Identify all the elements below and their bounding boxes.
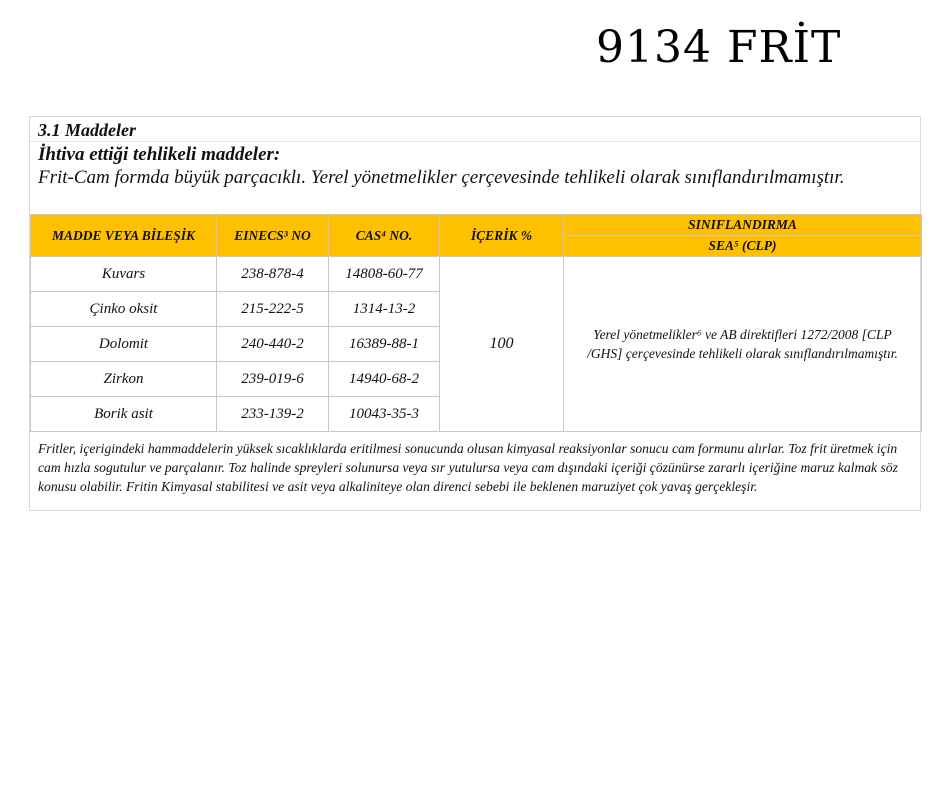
section-subheading: İhtiva ettiği tehlikeli maddeler: [38,144,281,165]
einecs-number: 233-139-2 [217,397,329,432]
header-content: İÇERİK % [440,215,564,257]
substance-name: Dolomit [31,327,217,362]
cas-number: 14940-68-2 [329,362,440,397]
table-row [31,257,922,292]
einecs-number: 240-440-2 [217,327,329,362]
substances-section [29,116,921,511]
header-einecs: EINECS³ NO [217,215,329,257]
substance-name: Kuvars [31,257,217,292]
content-percent: 100 [440,257,564,432]
section-heading: 3.1 Maddeler [38,120,136,140]
substance-name: Borik asit [31,397,217,432]
header-classification-sub: SEA⁵ (CLP) [564,236,922,257]
header-cas: CAS⁴ NO. [329,215,440,257]
table-footnote: Fritler, içerigindeki hammaddelerin yüksek sıcaklıklarda eritilmesi sonucunda olusan kimyasal reaksiyonlar sonucu cam formunu alırlar. Toz frit üretmek için cam hızla sogutulur ve parçalanır. Toz halinde spreyleri solunursa veya sır yutulursa veya cam dışındaki içeriği çözünürse zararlı içeriğine maruz kalmak söz konusu olabilir. Fritin Kimyasal stabilitesi ve asit veya alkaliniteye olan direnci sebebi ile beklenen maruziyet çok yavaş gerçekleşir. [38,441,898,494]
cas-number: 16389-88-1 [329,327,440,362]
divider [30,141,920,142]
classification-text: Yerel yönetmelikler⁶ ve AB direktifleri 1272/2008 [CLP /GHS] çerçevesinde tehlikeli olarak sınıflandırılmamıştır. [564,257,922,432]
header-classification: SINIFLANDIRMA [564,215,922,236]
header-substance: MADDE VEYA BİLEŞİK [31,215,217,257]
section-description: Frit-Cam formda büyük parçacıklı. Yerel yönetmelikler çerçevesinde tehlikeli olarak sınıflandırılmamıştır. [38,167,845,188]
substances-table [30,214,922,432]
cas-number: 10043-35-3 [329,397,440,432]
einecs-number: 215-222-5 [217,292,329,327]
einecs-number: 239-019-6 [217,362,329,397]
document-title: 9134 FRİT [596,22,842,73]
substance-name: Çinko oksit [31,292,217,327]
einecs-number: 238-878-4 [217,257,329,292]
cas-number: 1314-13-2 [329,292,440,327]
substance-name: Zirkon [31,362,217,397]
cas-number: 14808-60-77 [329,257,440,292]
